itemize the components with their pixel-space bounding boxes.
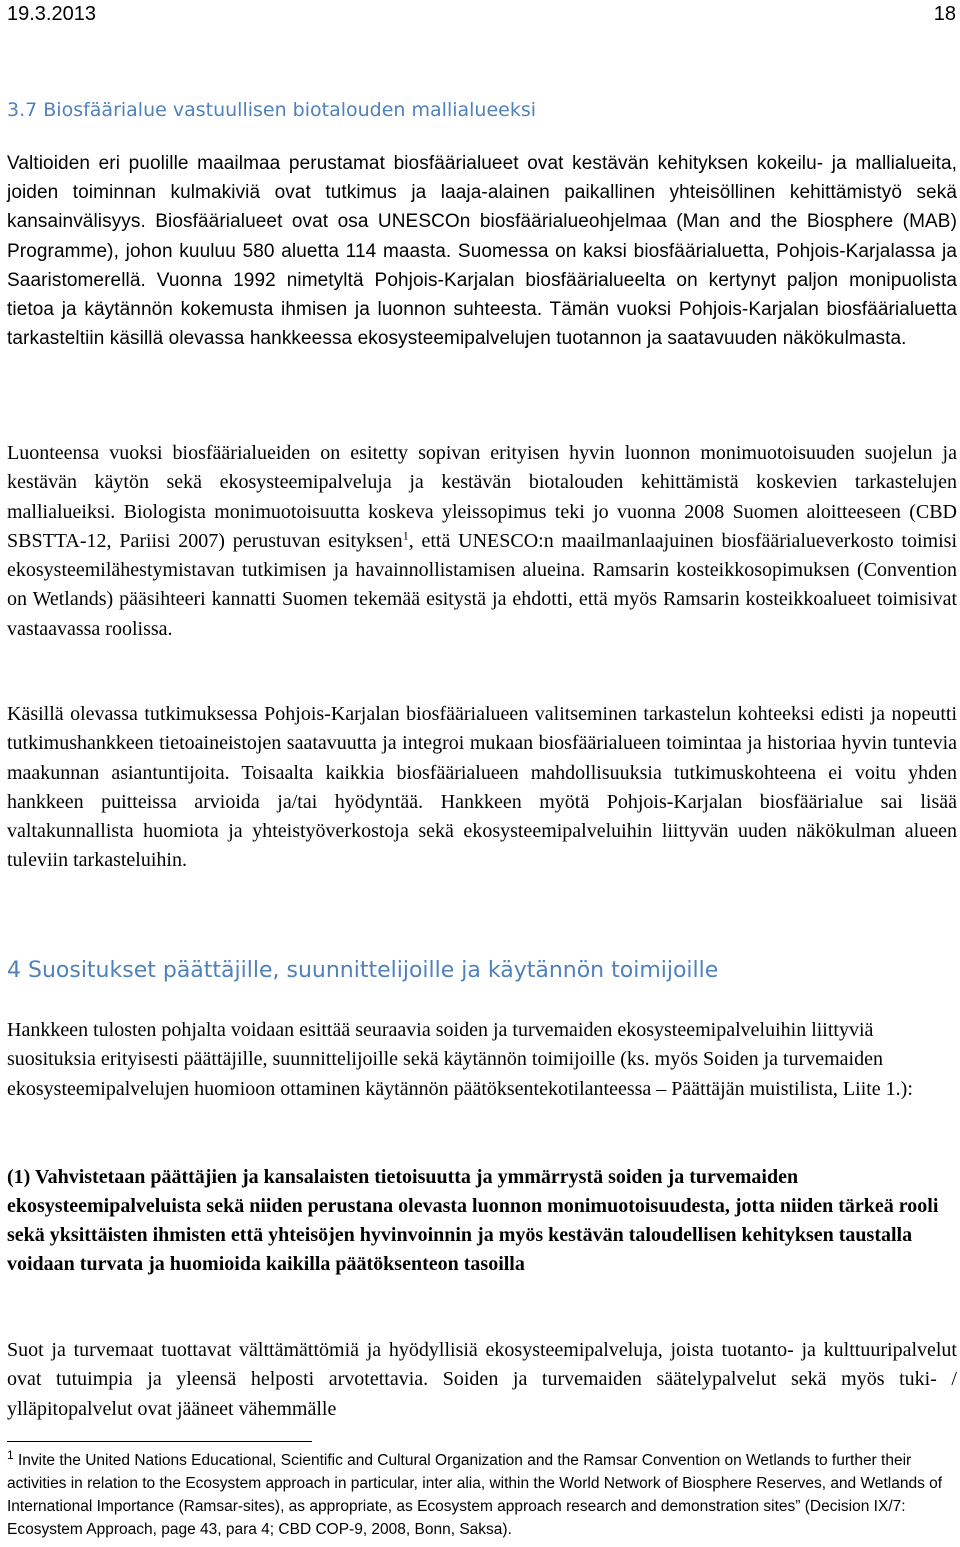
footnote-text: Invite the United Nations Educational, Scientific and Cultural Organization and the Ramsar Convention on Wetlands to further their activities in relation to the Ecosystem approach in particular, inter alia, within the World Network of Biosphere Reserves, and Wetlands of International Importance (Ramsar-sites), as appropriate, as Ecosystem approach research and demonstration sites” (Decision IX/7: Ecosystem Approach, page 43, para 4; CBD COP-9, 2008, Bonn, Saksa). (7, 1452, 943, 1538)
paragraph-biosphere-intro: Valtioiden eri puolille maailmaa perustamat biosfäärialueet ovat kestävän kehityksen kokeilu- ja mallialueita, joiden toiminnan kulmakiviä ovat tutkimus ja laaja-alainen paikallinen yhteisöllinen kehittämistyö sekä kansainvälisyys. Biosfäärialueet ovat osa UNESCOn biosfäärialueohjelmaa (Man and the Biosphere (MAB) Programme), johon kuuluu 580 aluetta 114 maasta. Suomessa on kaksi biosfäärialuetta, Pohjois-Karjalassa ja Saaristomerellä. Vuonna 1992 nimetyltä Pohjois-Karjalan biosfäärialueelta on kertynyt paljon monipuolista tietoa ja käytännön kokemusta ihmisen ja luonnon suhteesta. Tämän vuoksi Pohjois-Karjalan biosfäärialuetta tarkasteltiin käsillä olevassa hankkeessa ekosysteemipalvelujen tuotannon ja saatavuuden näkökulmasta. (7, 153, 957, 350)
paragraph-study-area: Käsillä olevassa tutkimuksessa Pohjois-Karjalan biosfäärialueen valitseminen tarkastelun kohteeksi edisti ja nopeutti tutkimushankkeen tietoaineistojen saatavuutta ja integroi mukaan biosfäärialueen toimintaa ja historiaa hyvin tuntevia maakunnan asiantuntijoita. Toisaalta kaikkia biosfäärialueen mahdollisuuksia tutkimuskohteena ei voitu yhden hankkeen puitteissa arvioida ja/tai hyödyntää. Hankkeen myötä Pohjois-Karjalan biosfäärialue sai lisää valtakunnallista huomiota ja yhteistyöverkostoja sekä ekosysteemipalveluihin liittyvän uuden näkökulman alueen tuleviin tarkasteluihin. (7, 703, 957, 872)
paragraph-biosphere-model-areas (7, 439, 957, 644)
paragraph-text-before-ref: Luonteensa vuoksi biosfäärialueiden on esitetty sopivan erityisen hyvin luonnon monimuotoisuuden suojelun ja kestävän käytön sekä ekosysteemipalveluja ja kestävän biotalouden kehittämistä koskevien tarkastelujen mallialueiksi. Biologista monimuotoisuutta koskeva yleissopimus teki jo vuonna 2008 Suomen aloitteeseen (CBD SBSTTA-12, Pariisi 2007) perustuvan esityksen (7, 442, 957, 552)
footnote-reference[interactable]: 1 (402, 528, 409, 543)
paragraph-ecosystem-services: Suot ja turvemaat tuottavat välttämättömiä ja hyödyllisiä ekosysteemipalveluja, joista tuotanto- ja kulttuuripalvelut ovat tutuimpia ja yleensä helposti arvotettavia. Soiden ja turvemaiden säätelypalvelut sekä myös tuki- / ylläpitopalvelut ovat jääneet vähemmälle (7, 1339, 957, 1420)
footnote-marker: 1 (7, 1447, 14, 1462)
page-number: 18 (933, 3, 956, 25)
footnote (7, 1449, 957, 1541)
footnote-separator (7, 1441, 312, 1442)
paragraph-text-after-ref: , että UNESCO:n maailmanlaajuinen biosfäärialueverkosto toimisi ekosysteemilähestymistavan tutkimisen ja havainnollistamisen alueina. Ramsarin kosteikkosopimuksen (Convention on Wetlands) pääsihteeri kannatti Suomen tekemää esitystä ja ehdotti, että myös Ramsarin kosteikkoalueet toimisivat vastaavassa roolissa. (7, 529, 957, 640)
section-4-heading: 4 Suositukset päättäjille, suunnittelijoille ja käytännön toimijoille (7, 958, 719, 983)
header-date: 19.3.2013 (7, 3, 96, 25)
recommendation-1-heading: (1) Vahvistetaan päättäjien ja kansalaisten tietoisuutta ja ymmärrystä soiden ja turvemaiden ekosysteemipalveluista sekä niiden perustana olevasta luonnon monimuotoisuudesta, jotta niiden tärkeä rooli sekä yksittäisten ihmisten että yhteisöjen hyvinvoinnin ja myös kestävän taloudellisen kehityksen taustalla voidaan turvata ja huomioida kaikilla päätöksenteon tasoilla (7, 1166, 939, 1275)
section-3-7-heading: 3.7 Biosfäärialue vastuullisen biotalouden mallialueeksi (7, 99, 537, 121)
paragraph-recommendations-intro: Hankkeen tulosten pohjalta voidaan esittää seuraavia soiden ja turvemaiden ekosysteemipalveluihin liittyviä suosituksia erityisesti päättäjille, suunnittelijoille sekä käytännön toimijoille (ks. myös Soiden ja turvemaiden ekosysteemipalvelujen huomioon ottaminen käytännön päätöksentekotilanteessa – Päättäjän muistilista, Liite 1.): (7, 1019, 913, 1100)
